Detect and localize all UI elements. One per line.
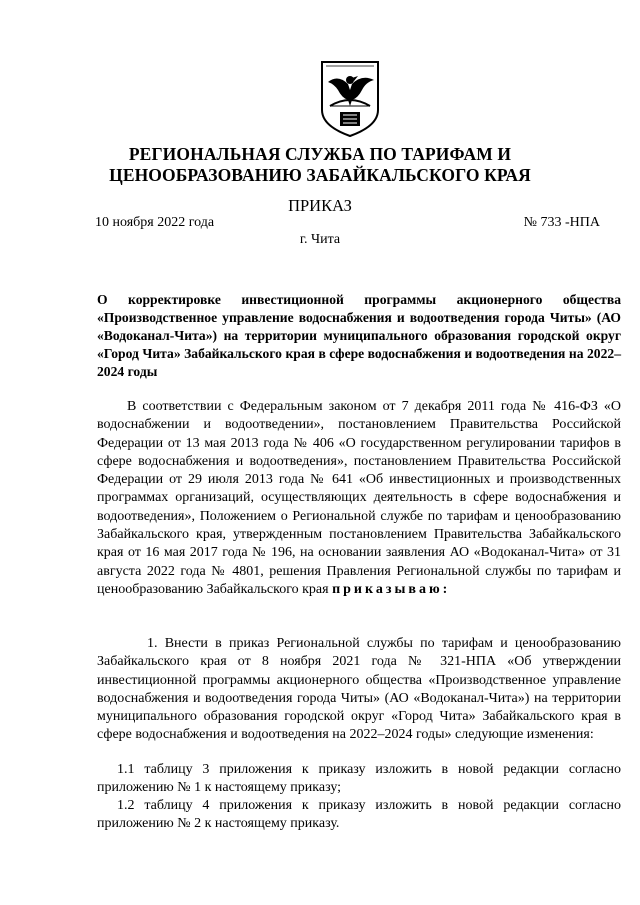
preamble-text: В соответствии с Федеральным законом от 7 декабря 2011 года № 416-ФЗ «О водоснабжении и водоотведении», постановлением Правительства Российской Федерации от 13 мая 2013 года № 406 «О государственном регулировании тарифов в сфере водоснабжения и водоотведения», постановлением Правительства Российской Федерации от 29 июля 2013 года № 641 «Об инвестиционных и производственных программах организаций, осуществляющих деятельность в сфере водоснабжения и водоотведения», Положением о Региональной службе по тарифам и ценообразованию Забайкальского края, утвержденным постановлением Правительства Забайкальского края от 16 мая 2017 года № 196, на основании заявления АО «Водоканал-Чита» от 31 августа 2022 года № 4801, решения Правления Региональной службы по тарифам и ценообразованию Забайкальского края — [97, 399, 621, 597]
org-line-1: РЕГИОНАЛЬНАЯ СЛУЖБА ПО ТАРИФАМ И — [128, 144, 512, 164]
document-type: ПРИКАЗ — [288, 196, 352, 215]
document-city: г. Чита — [299, 232, 341, 247]
item-1-2-paragraph: 1.2 таблицу 4 приложения к приказу изложить в новой редакции согласно приложению № 2 к настоящему приказу. — [97, 798, 621, 832]
document-number: № 733 -НПА — [523, 215, 600, 230]
item-1-1-paragraph: 1.1 таблицу 3 приложения к приказу изложить в новой редакции согласно приложению № 1 к настоящему приказу; — [97, 762, 621, 796]
org-line-2: ЦЕНООБРАЗОВАНИЮ ЗАБАЙКАЛЬСКОГО КРАЯ — [109, 165, 531, 185]
document-subject: О корректировке инвестиционной программы акционерного общества «Производственное управление водоснабжения и водоотведения города Читы» (АО «Водоканал-Чита») на территории муниципального образования городской округ «Город Чита» Забайкальского края в сфере водоснабжения и водоотведения на 2022–2024 годы — [97, 292, 621, 379]
order-word: приказываю: — [332, 581, 451, 597]
organization-name — [0, 144, 640, 186]
coat-of-arms-emblem — [318, 60, 382, 138]
document-date: 10 ноября 2022 года — [95, 215, 215, 230]
preamble-paragraph — [97, 398, 621, 599]
item-1-paragraph: 1. Внести в приказ Региональной службы по тарифам и ценообразованию Забайкальского края от 8 ноября 2021 года № 321-НПА «Об утверждении инвестиционной программы акционерного общества «Производственное управление водоснабжения и водоотведения города Читы» (АО «Водоканал-Чита») на территории муниципального образования городской округ «Город Чита» Забайкальского края в сфере водоснабжения и водоотведения на 2022–2024 годы» следующие изменения: — [97, 636, 621, 743]
